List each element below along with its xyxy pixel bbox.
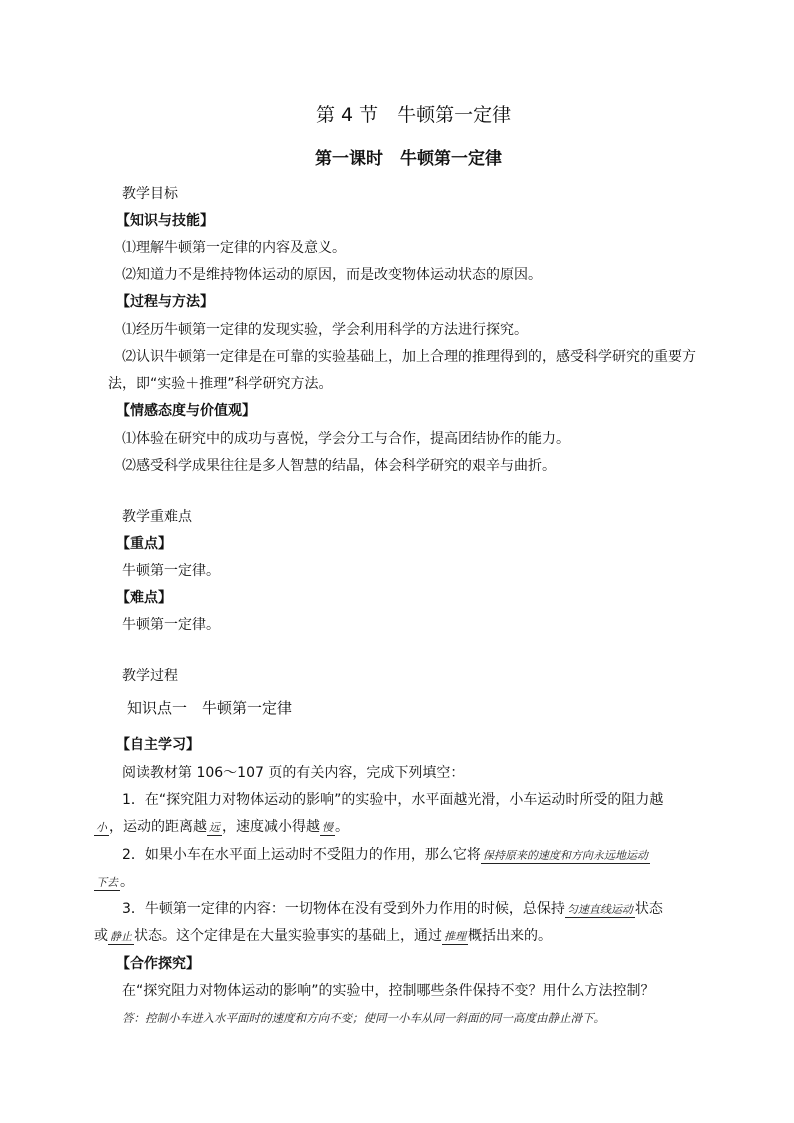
answer-blank: 匀速直线运动: [566, 903, 633, 916]
focus-text: 牛顿第一定律。: [122, 563, 220, 579]
answer-blank: 小: [96, 821, 107, 834]
question-3-line-2: 或 静止 状态。这个定律是在大量实验事实的基础上，通过 推理 概括出来的。: [94, 928, 552, 944]
process-item-2: ⑵认识牛顿第一定律是在可靠的实验基础上，加上合理的推理得到的，感受科学研究的重要方: [122, 349, 696, 365]
knowledge-item-2: ⑵知道力不是维持物体运动的原因，而是改变物体运动状态的原因。: [122, 267, 542, 283]
answer-blank: 静止: [110, 930, 132, 943]
question-1-line-2: 小 ，运动的距离越 远 ，速度减小得越 慢 。: [96, 819, 349, 835]
answer-blank: 远: [209, 821, 220, 834]
knowledge-item-1: ⑴理解牛顿第一定律的内容及意义。: [122, 240, 346, 256]
question-2-line-1: 2．如果小车在水平面上运动时不受阻力的作用，那么它将 保持原来的速度和方向永远地运动: [122, 847, 648, 863]
question-2-line-2: 下去 。: [96, 874, 134, 890]
answer-blank: 推理: [444, 930, 466, 943]
answer-blank: 保持原来的速度和方向永远地运动: [482, 849, 648, 862]
knowledge-point-1-title: 知识点一 牛顿第一定律: [127, 699, 293, 717]
lesson-subtitle: 第一课时 牛顿第一定律: [315, 149, 502, 169]
cooperative-label: 【合作探究】: [116, 956, 200, 972]
answer-blank: 下去: [96, 876, 118, 889]
answer-blank: 慢: [322, 821, 333, 834]
difficult-label: 【难点】: [116, 590, 172, 606]
process-label: 【过程与方法】: [116, 294, 214, 310]
question-3-line-1: 3．牛顿第一定律的内容：一切物体在没有受到外力作用的时候，总保持 匀速直线运动 状态: [122, 901, 663, 917]
cooperative-answer: 答：控制小车进入水平面时的速度和方向不变；使同一小车从同一斜面的同一高度由静止滑下。: [122, 1011, 605, 1025]
difficult-text: 牛顿第一定律。: [122, 617, 220, 633]
reading-instruction: 阅读教材第 106～107 页的有关内容，完成下列填空：: [122, 765, 465, 781]
cooperative-question: 在“探究阻力对物体运动的影响”的实验中，控制哪些条件保持不变？用什么方法控制？: [122, 983, 655, 999]
process-heading: 教学过程: [122, 668, 178, 684]
emotion-item-2: ⑵感受科学成果往往是多人智慧的结晶，体会科学研究的艰辛与曲折。: [122, 458, 556, 474]
process-item-2-cont: 法，即“实验＋推理”科学研究方法。: [108, 376, 333, 392]
question-1-line-1: 1．在“探究阻力对物体运动的影响”的实验中，水平面越光滑，小车运动时所受的阻力越: [122, 792, 664, 808]
process-item-1: ⑴经历牛顿第一定律的发现实验，学会利用科学的方法进行探究。: [122, 322, 528, 338]
goals-heading: 教学目标: [122, 186, 178, 202]
knowledge-label: 【知识与技能】: [116, 213, 214, 229]
page-title: 第 4 节 牛顿第一定律: [316, 104, 512, 126]
emotion-item-1: ⑴体验在研究中的成功与喜悦，学会分工与合作，提高团结协作的能力。: [122, 431, 570, 447]
focus-label: 【重点】: [116, 536, 172, 552]
emotion-label: 【情感态度与价值观】: [116, 403, 256, 419]
keypoints-heading: 教学重难点: [122, 509, 192, 525]
self-study-label: 【自主学习】: [116, 737, 200, 753]
